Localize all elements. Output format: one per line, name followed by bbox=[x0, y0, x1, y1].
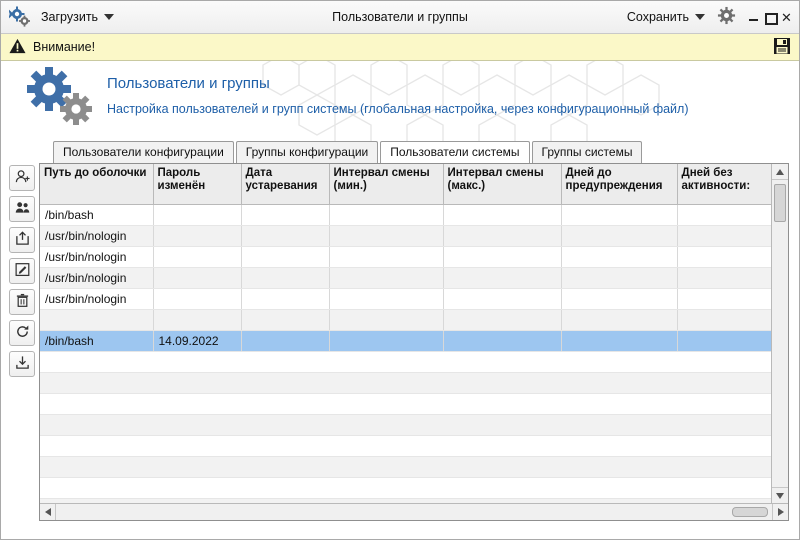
window-title: Пользователи и группы bbox=[332, 10, 468, 24]
maximize-button[interactable] bbox=[764, 11, 777, 24]
cell-expiry-date bbox=[241, 205, 329, 226]
refresh-button[interactable] bbox=[9, 320, 35, 346]
triangle-up-icon bbox=[776, 169, 784, 175]
gears-large-icon bbox=[19, 65, 97, 130]
table-row[interactable] bbox=[40, 499, 771, 504]
column-header-password-changed[interactable]: Пароль изменён bbox=[153, 164, 241, 205]
triangle-down-icon bbox=[776, 493, 784, 499]
page-header bbox=[1, 61, 799, 141]
cell-max-interval bbox=[443, 289, 561, 310]
cell-min-interval bbox=[329, 289, 443, 310]
cell-max-interval bbox=[443, 331, 561, 352]
scroll-up-button[interactable] bbox=[772, 164, 788, 180]
cell-max-interval bbox=[443, 205, 561, 226]
table-row[interactable] bbox=[40, 457, 771, 478]
column-header-expiry-date[interactable]: Дата устаревания bbox=[241, 164, 329, 205]
cell-password-changed: 14.09.2022 bbox=[153, 331, 241, 352]
save-menu-label: Сохранить bbox=[626, 10, 689, 24]
cell-warn-days bbox=[561, 247, 677, 268]
table-viewport bbox=[40, 164, 771, 503]
group-button[interactable] bbox=[9, 196, 35, 222]
data-grid-body bbox=[40, 164, 788, 503]
column-header-min-change-interval[interactable]: Интервал смены (мин.) bbox=[329, 164, 443, 205]
cell-password-changed bbox=[153, 205, 241, 226]
export-arrow-icon bbox=[15, 231, 30, 249]
cell-inactive-days bbox=[677, 268, 771, 289]
cell-min-interval bbox=[329, 226, 443, 247]
cell-shell-path bbox=[40, 310, 153, 331]
chevron-down-icon bbox=[104, 14, 114, 20]
cell-password-changed bbox=[153, 226, 241, 247]
warning-bar bbox=[1, 34, 799, 61]
window-footer bbox=[1, 521, 799, 539]
table-row[interactable] bbox=[40, 478, 771, 499]
user-add-icon bbox=[15, 169, 30, 187]
tab-system-users[interactable]: Пользователи системы bbox=[380, 141, 529, 163]
cell-inactive-days bbox=[677, 310, 771, 331]
column-header-warn-days[interactable]: Дней до предупреждения bbox=[561, 164, 677, 205]
table-row[interactable] bbox=[40, 394, 771, 415]
load-menu-button[interactable] bbox=[37, 8, 118, 26]
cell-inactive-days bbox=[677, 247, 771, 268]
data-grid bbox=[39, 163, 789, 521]
table-row[interactable] bbox=[40, 226, 771, 247]
cell-shell-path: /usr/bin/nologin bbox=[40, 289, 153, 310]
title-bar bbox=[1, 1, 799, 34]
table-row[interactable] bbox=[40, 268, 771, 289]
cell-max-interval bbox=[443, 268, 561, 289]
cell-inactive-days bbox=[677, 289, 771, 310]
cell-expiry-date bbox=[241, 331, 329, 352]
triangle-left-icon bbox=[45, 508, 51, 516]
table-header-row bbox=[40, 164, 771, 205]
cell-warn-days bbox=[561, 205, 677, 226]
cell-expiry-date bbox=[241, 247, 329, 268]
page-subtitle: Настройка пользователей и групп системы (глобальная настройка, через конфигурационный файл) bbox=[107, 102, 689, 116]
cell-warn-days bbox=[561, 331, 677, 352]
table-body bbox=[40, 205, 771, 504]
gear-icon[interactable] bbox=[717, 6, 736, 28]
cell-expiry-date bbox=[241, 268, 329, 289]
table-row[interactable] bbox=[40, 415, 771, 436]
gears-icon bbox=[9, 6, 31, 28]
page-title: Пользователи и группы bbox=[107, 75, 270, 92]
table-row[interactable] bbox=[40, 289, 771, 310]
cell-expiry-date bbox=[241, 310, 329, 331]
import-button[interactable] bbox=[9, 351, 35, 377]
vertical-scroll-track[interactable] bbox=[772, 180, 788, 487]
users-table bbox=[40, 164, 771, 503]
delete-button[interactable] bbox=[9, 289, 35, 315]
content-area bbox=[1, 163, 799, 521]
cell-expiry-date bbox=[241, 226, 329, 247]
table-row-selected[interactable] bbox=[40, 331, 771, 352]
cell-inactive-days bbox=[677, 205, 771, 226]
vertical-scroll-thumb[interactable] bbox=[774, 184, 786, 222]
cell-shell-path: /bin/bash bbox=[40, 331, 153, 352]
warning-text: Внимание! bbox=[33, 40, 96, 54]
column-header-max-change-interval[interactable]: Интервал смены (макс.) bbox=[443, 164, 561, 205]
close-button[interactable]: ✕ bbox=[781, 9, 792, 25]
floppy-save-icon[interactable] bbox=[773, 37, 791, 58]
edit-button[interactable] bbox=[9, 258, 35, 284]
cell-password-changed bbox=[153, 268, 241, 289]
tab-system-groups[interactable]: Группы системы bbox=[532, 141, 643, 163]
refresh-icon bbox=[15, 324, 30, 342]
cell-min-interval bbox=[329, 331, 443, 352]
cell-password-changed bbox=[153, 289, 241, 310]
column-header-inactive-days[interactable]: Дней без активности: bbox=[677, 164, 771, 205]
cell-max-interval bbox=[443, 226, 561, 247]
cell-min-interval bbox=[329, 247, 443, 268]
table-row[interactable] bbox=[40, 436, 771, 457]
tab-config-groups[interactable]: Группы конфигурации bbox=[236, 141, 378, 163]
export-button[interactable] bbox=[9, 227, 35, 253]
vertical-scrollbar[interactable] bbox=[771, 164, 788, 503]
cell-shell-path: /usr/bin/nologin bbox=[40, 247, 153, 268]
cell-min-interval bbox=[329, 205, 443, 226]
add-user-button[interactable] bbox=[9, 165, 35, 191]
horizontal-scrollbar[interactable] bbox=[40, 503, 788, 520]
title-bar-right bbox=[623, 6, 799, 28]
cell-max-interval bbox=[443, 310, 561, 331]
window-controls bbox=[748, 11, 793, 24]
tab-config-users[interactable]: Пользователи конфигурации bbox=[53, 141, 234, 163]
users-group-icon bbox=[15, 200, 30, 218]
cell-shell-path: /usr/bin/nologin bbox=[40, 226, 153, 247]
cell-expiry-date bbox=[241, 289, 329, 310]
trash-icon bbox=[15, 293, 30, 311]
cell-min-interval bbox=[329, 310, 443, 331]
cell-inactive-days bbox=[677, 331, 771, 352]
table-row[interactable] bbox=[40, 352, 771, 373]
import-download-icon bbox=[15, 355, 30, 373]
table-row[interactable] bbox=[40, 373, 771, 394]
tab-bar bbox=[1, 141, 799, 163]
save-menu-button[interactable] bbox=[623, 8, 709, 26]
page-header-content bbox=[1, 61, 799, 130]
cell-max-interval bbox=[443, 247, 561, 268]
cell-password-changed bbox=[153, 310, 241, 331]
warning-triangle-icon bbox=[9, 38, 26, 57]
horizontal-scroll-track[interactable] bbox=[56, 504, 772, 520]
load-menu-label: Загрузить bbox=[41, 10, 99, 24]
side-toolbar bbox=[9, 163, 35, 521]
table-row[interactable] bbox=[40, 247, 771, 268]
scroll-down-button[interactable] bbox=[772, 487, 788, 503]
cell-warn-days bbox=[561, 226, 677, 247]
chevron-down-icon bbox=[695, 14, 705, 20]
horizontal-scroll-thumb[interactable] bbox=[732, 507, 768, 517]
cell-warn-days bbox=[561, 310, 677, 331]
cell-warn-days bbox=[561, 268, 677, 289]
table-row[interactable] bbox=[40, 310, 771, 331]
cell-inactive-days bbox=[677, 226, 771, 247]
minimize-button[interactable] bbox=[748, 11, 761, 24]
title-bar-left bbox=[1, 6, 118, 28]
column-header-shell-path[interactable]: Путь до оболочки bbox=[40, 164, 153, 205]
scroll-left-button[interactable] bbox=[40, 504, 56, 520]
scroll-right-button[interactable] bbox=[772, 504, 788, 520]
table-row[interactable] bbox=[40, 205, 771, 226]
cell-password-changed bbox=[153, 247, 241, 268]
cell-warn-days bbox=[561, 289, 677, 310]
pencil-edit-icon bbox=[15, 262, 30, 280]
cell-min-interval bbox=[329, 268, 443, 289]
cell-shell-path: /bin/bash bbox=[40, 205, 153, 226]
triangle-right-icon bbox=[778, 508, 784, 516]
page-header-texts bbox=[107, 65, 689, 116]
cell-shell-path: /usr/bin/nologin bbox=[40, 268, 153, 289]
